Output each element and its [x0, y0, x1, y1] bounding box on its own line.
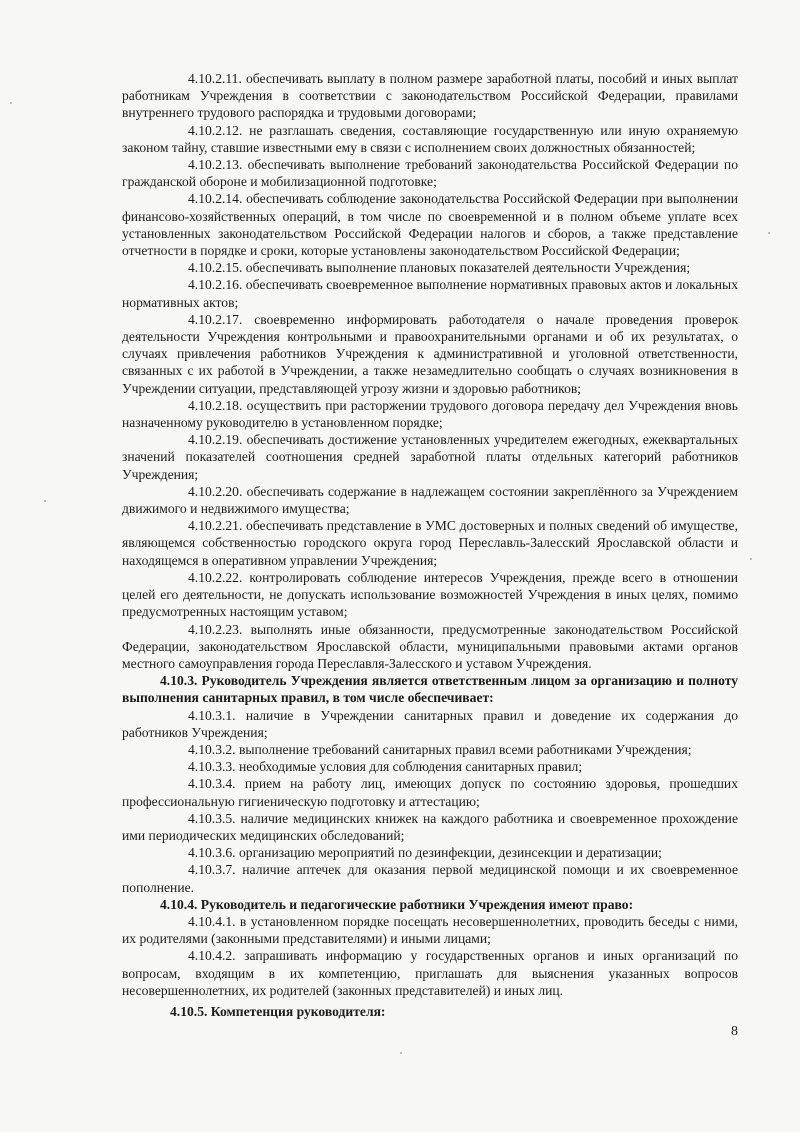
clause-paragraph: 4.10.2.11. обеспечивать выплату в полном размере заработной платы, пособий и иных выплат работникам Учреждения в соответствии с законодательством Российской Федерации, правилами внутреннего трудового распорядка и трудовыми договорами; — [122, 71, 738, 121]
clause-paragraph: 4.10.3.3. необходимые условия для соблюдения санитарных правил; — [188, 759, 583, 775]
clause-paragraph: 4.10.2.13. обеспечивать выполнение требований законодательства Российской Федерации по гражданской обороне и мобилизационной подготовке; — [122, 157, 738, 190]
clause-paragraph: 4.10.2.21. обеспечивать представление в УМС достоверных и полных сведений об имуществе, являющемся собственностью городского округа город Переславль-Залесский Ярославской области и находящемся в оперативном управлении Учреждения; — [122, 518, 738, 568]
scan-speck — [400, 1052, 402, 1054]
clause-paragraph: 4.10.2.17. своевременно информировать работодателя о начале проведения проверок деятельности Учреждения контрольными и правоохранительными органами и об их результатах, о случаях привлечения работников Учреждения к административной и уголовной ответственности, связанных с их работой в Учреждении, а также незамедлительно сообщать о случаях возникновения в Учреждении ситуации, представляющей угрозу жизни и здоровью работников; — [122, 311, 738, 396]
section-heading: 4.10.3. Руководитель Учреждения является ответственным лицом за организацию и полноту выполнения санитарных правил, в том числе обеспечивает: — [122, 673, 738, 706]
clause-paragraph: 4.10.3.5. наличие медицинских книжек на каждого работника и своевременное прохождение ими периодических медицинских обследований; — [122, 810, 738, 843]
clause-paragraph: 4.10.2.16. обеспечивать своевременное выполнение нормативных правовых актов и локальных нормативных актов; — [122, 277, 738, 310]
section-heading: 4.10.5. Компетенция руководителя: — [170, 1003, 386, 1019]
page-number: 8 — [731, 1024, 738, 1039]
scan-speck — [768, 232, 770, 234]
clause-paragraph: 4.10.3.7. наличие аптечек для оказания первой медицинской помощи и их своевременное пополнение. — [122, 862, 738, 895]
clause-paragraph: 4.10.3.1. наличие в Учреждении санитарных правил и доведение их содержания до работников Учреждения; — [122, 707, 738, 740]
clause-paragraph: 4.10.2.20. обеспечивать содержание в надлежащем состоянии закреплённого за Учреждением движимого и недвижимого имущества; — [122, 483, 738, 517]
clause-paragraph: 4.10.4.2. запрашивать информацию у государственных органов и иных организаций по вопросам, входящим в их компетенцию, приглашать для выяснения указанных вопросов несовершеннолетних, их родителей (законных представителей) и иных лиц. — [122, 948, 738, 998]
clause-paragraph: 4.10.2.18. осуществить при расторжении трудового договора передачу дел Учреждения вновь назначенному руководителю в установленном порядке; — [122, 397, 738, 431]
clause-paragraph: 4.10.3.6. организацию мероприятий по дезинфекции, дезинсекции и дератизации; — [188, 845, 662, 861]
scan-speck — [10, 102, 12, 104]
clause-paragraph: 4.10.2.14. обеспечивать соблюдение законодательства Российской Федерации при выполнении финансово-хозяйственных операций, в том числе по своевременной и в полном объеме уплате всех установленных законодательством Российской Федерации налогов и сборов, а также представление отчетности в порядке и сроки, которые установлены законодательством Российской Федерации; — [122, 191, 738, 259]
scan-speck — [44, 500, 46, 502]
clause-paragraph: 4.10.3.4. прием на работу лиц, имеющих допуск по состоянию здоровья, прошедших профессиональную гигиеническую подготовку и аттестацию; — [122, 776, 738, 809]
clause-paragraph: 4.10.2.15. обеспечивать выполнение плановых показателей деятельности Учреждения; — [188, 260, 691, 276]
clause-paragraph: 4.10.4.1. в установленном порядке посещать несовершеннолетних, проводить беседы с ними, их родителями (законными представителями) и иными лицами; — [122, 913, 738, 947]
section-heading: 4.10.4. Руководитель и педагогические работники Учреждения имеют право: — [160, 896, 634, 912]
scan-speck — [750, 558, 752, 560]
clause-paragraph: 4.10.2.19. обеспечивать достижение установленных учредителем ежегодных, ежеквартальных значений показателей соотношения средней заработной платы отдельных категорий работников Учреждения; — [122, 432, 738, 482]
document-body — [122, 70, 738, 1020]
clause-paragraph: 4.10.2.22. контролировать соблюдение интересов Учреждения, прежде всего в отношении целей его деятельности, не допускать использование возможностей Учреждения в иных целях, помимо предусмотренных настоящим уставом; — [122, 569, 738, 620]
clause-paragraph: 4.10.2.23. выполнять иные обязанности, предусмотренные законодательством Российской Федерации, законодательством Ярославской области, муниципальными правовыми актами органов местного самоуправления города Переславля-Залесского и уставом Учреждения. — [122, 621, 738, 671]
clause-paragraph: 4.10.3.2. выполнение требований санитарных правил всеми работниками Учреждения; — [188, 741, 692, 757]
clause-paragraph: 4.10.2.12. не разглашать сведения, составляющие государственную или иную охраняемую законом тайну, ставшие известными ему в связи с исполнением своих должностных обязанностей; — [122, 122, 738, 155]
